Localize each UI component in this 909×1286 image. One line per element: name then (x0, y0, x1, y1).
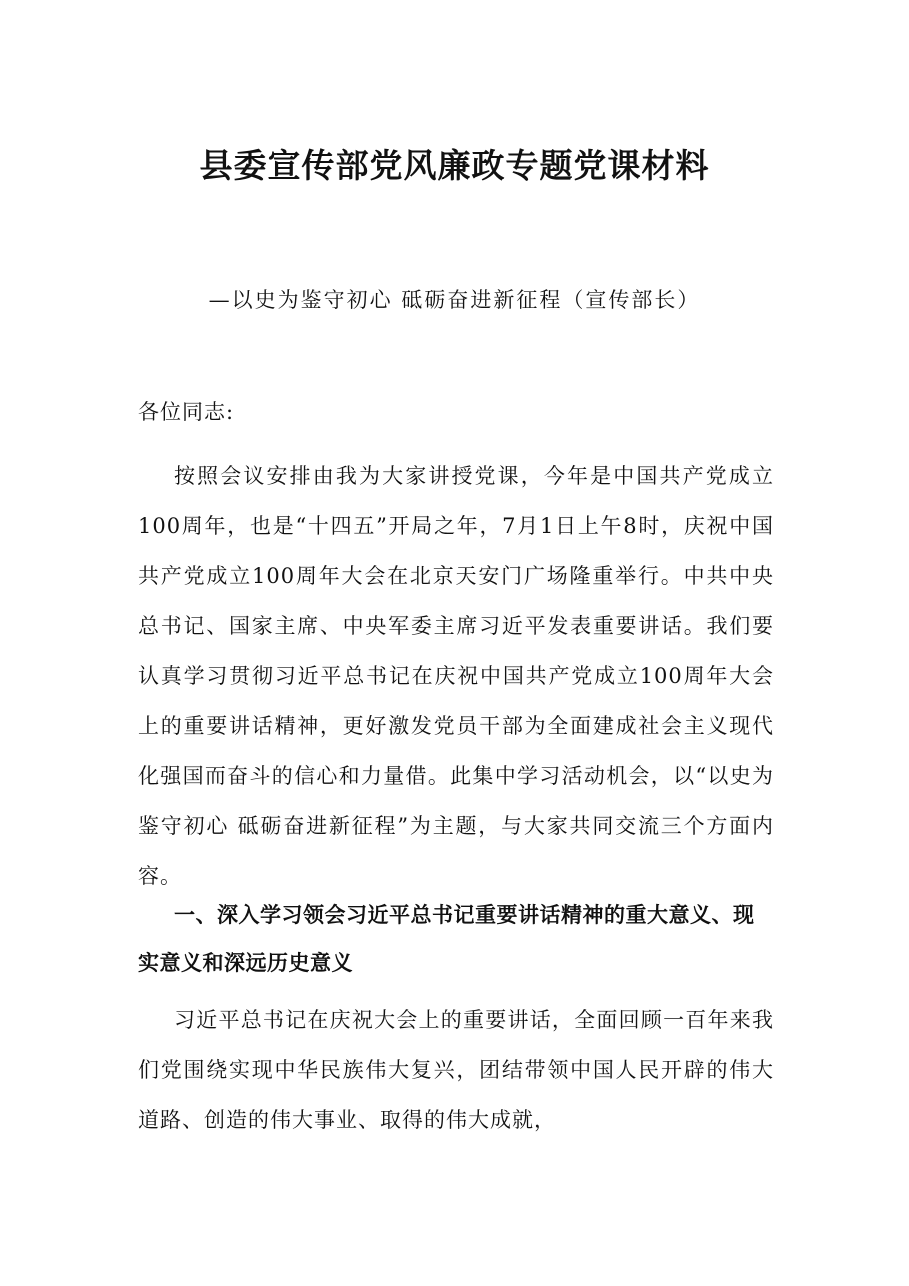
section-heading-1: 一、深入学习领会习近平总书记重要讲话精神的重大意义、现实意义和深远历史意义 (138, 903, 755, 975)
salutation: 各位同志: (138, 400, 235, 424)
document-title: 县委宣传部党风廉政专题党课材料 (199, 146, 710, 185)
document-subtitle: —以史为鉴守初心 砥砺奋进新征程（宣传部长） (208, 288, 701, 312)
paragraph-2: 习近平总书记在庆祝大会上的重要讲话，全面回顾一百年来我们党围绕实现中华民族伟大复兴，团结带领中国人民开辟的伟大道路、创造的伟大事业、取得的伟大成就， (138, 1008, 774, 1132)
paragraph-1: 按照会议安排由我为大家讲授党课，今年是中国共产党成立100周年，也是“十四五”开局之年，7月1日上午8时，庆祝中国共产党成立100周年大会在北京天安门广场隆重举行。中共中央总书记、国家主席、中央军委主席习近平发表重要讲话。我们要认真学习贯彻习近平总书记在庆祝中国共产党成立100周年大会上的重要讲话精神，更好激发党员干部为全面建成社会主义现代化强国而奋斗的信心和力量借。此集中学习活动机会，以“以史为鉴守初心 砥砺奋进新征程”为主题，与大家共同交流三个方面内容。 (138, 464, 774, 888)
